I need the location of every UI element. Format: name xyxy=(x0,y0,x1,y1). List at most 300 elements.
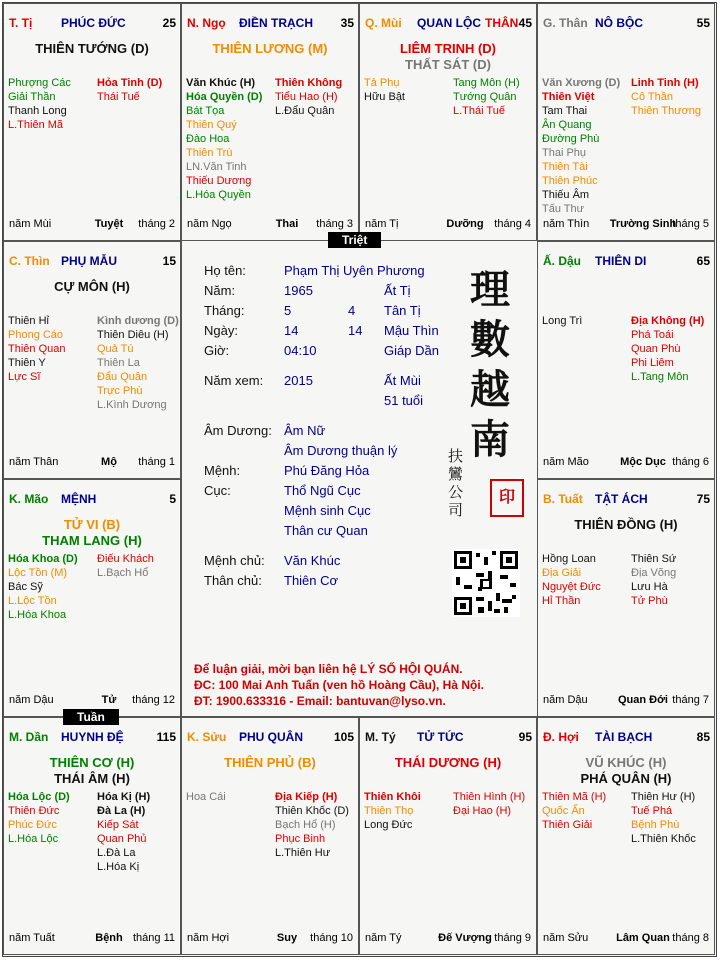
day-label: Ngày: xyxy=(204,323,238,338)
callig-char-2: 數 xyxy=(470,316,510,363)
palace-cell-ti xyxy=(3,3,181,241)
minor-star: L.Thiên Khốc xyxy=(631,833,696,845)
year-label: năm Tị xyxy=(365,218,399,230)
minor-star: Thiên Thọ xyxy=(364,805,414,817)
bad-stars-column xyxy=(97,552,154,580)
good-stars-column xyxy=(8,76,71,132)
month-label: tháng 12 xyxy=(132,694,175,706)
palace-name: TÀI BẠCH xyxy=(595,730,653,744)
palace-name: ĐIỀN TRẠCH xyxy=(239,16,313,30)
decade-age: 95 xyxy=(518,730,532,744)
minor-star: Thiên Khốc (D) xyxy=(275,805,349,817)
major-stars xyxy=(182,755,358,771)
cuc-value: Thổ Ngũ Cục xyxy=(284,483,361,498)
bad-stars-column xyxy=(453,790,525,818)
than-marker: THÂN xyxy=(485,16,519,30)
palace-footer xyxy=(543,932,709,946)
minor-star: Đại Hao (H) xyxy=(453,805,512,817)
year-label: năm Thân xyxy=(9,456,59,468)
minor-star: Hữu Bật xyxy=(364,91,405,103)
minor-star: Thiên Hư (H) xyxy=(631,791,696,803)
year-label: năm Mão xyxy=(543,456,589,468)
life-stage: Suy xyxy=(276,932,298,944)
life-stage: Tử xyxy=(101,694,117,706)
minor-star: Nguyệt Đức xyxy=(542,581,601,593)
palace-name: PHÚC ĐỨC xyxy=(61,16,126,30)
palace-cell-ty xyxy=(359,717,537,955)
major-stars xyxy=(182,41,358,57)
minor-star: Lộc Tồn (M) xyxy=(8,567,68,579)
minor-star: L.Thiên Mã xyxy=(8,119,64,131)
view-year-lunar: Ất Mùi xyxy=(384,373,421,388)
minor-star: Tuế Phá xyxy=(631,805,673,817)
palace-cell-dan xyxy=(3,717,181,955)
decade-age: 15 xyxy=(162,254,176,268)
minor-star: Đào Hoa xyxy=(186,133,230,145)
good-stars-column xyxy=(8,790,70,846)
major-star: VŨ KHÚC (H) xyxy=(585,755,667,770)
tuan-marker: Tuần xyxy=(63,709,119,725)
minor-star: Phong Cáo xyxy=(8,329,64,341)
year-label: năm Ngọ xyxy=(187,218,232,230)
life-stage: Mộc Dục xyxy=(620,456,666,468)
branch-label: M. Tý xyxy=(365,730,396,744)
bad-stars-column xyxy=(97,790,150,874)
bad-stars-column xyxy=(453,76,520,118)
branch-label: G. Thân xyxy=(543,16,588,30)
branch-label: B. Tuất xyxy=(543,492,583,506)
palace-header xyxy=(543,254,710,270)
month-label: tháng 3 xyxy=(316,218,353,230)
minor-star: Thiên Sứ xyxy=(631,553,677,565)
minor-star: L.Tang Môn xyxy=(631,371,689,383)
major-star: THAM LANG (H) xyxy=(42,533,142,548)
palace-cell-dau xyxy=(537,241,715,479)
bad-stars-column xyxy=(631,314,704,384)
major-star: THIÊN PHỦ (B) xyxy=(224,755,316,770)
bad-stars-column xyxy=(275,76,342,118)
minor-star: Địa Võng xyxy=(631,567,677,579)
good-stars-column xyxy=(364,76,405,104)
life-stage: Thai xyxy=(275,218,299,230)
palace-name: PHỤ MẪU xyxy=(61,254,117,268)
decade-age: 35 xyxy=(340,16,354,30)
callig-char-3: 越 xyxy=(470,366,510,413)
minor-star: Phượng Các xyxy=(8,77,71,89)
palace-footer xyxy=(365,932,531,946)
contact-line-1: Để luận giải, mời bạn liên hệ LÝ SỐ HỘI QUÁN. xyxy=(194,662,463,676)
month-label: tháng 9 xyxy=(494,932,531,944)
minor-star: Kình dương (D) xyxy=(97,315,179,327)
branch-label: T. Tị xyxy=(9,16,33,30)
minor-star: Thiên Khôi xyxy=(364,791,421,803)
branch-label: M. Dần xyxy=(9,730,49,744)
red-seal-stamp: 印 xyxy=(490,479,524,517)
major-star: THIÊN LƯƠNG (M) xyxy=(212,41,328,56)
minor-star: Thiên Hỉ xyxy=(8,315,49,327)
palace-footer xyxy=(9,218,175,232)
qr-code-image[interactable] xyxy=(452,549,520,617)
view-year: 2015 xyxy=(284,373,313,388)
palace-cell-mao xyxy=(3,479,181,717)
palace-name: NÔ BỘC xyxy=(595,16,643,30)
branch-label: K. Mão xyxy=(9,492,49,506)
month-lunar-num: 4 xyxy=(348,303,356,318)
minor-star: Trực Phù xyxy=(97,385,143,397)
minor-star: Thanh Long xyxy=(8,105,67,117)
minor-star: Kiếp Sát xyxy=(97,819,139,831)
minor-star: Thiên Tài xyxy=(542,161,588,173)
major-star: THÁI ÂM (H) xyxy=(54,771,130,786)
year-label: Năm: xyxy=(204,283,236,298)
branch-label: Đ. Hợi xyxy=(543,730,579,744)
month-label: Tháng: xyxy=(204,303,245,318)
palace-header xyxy=(365,730,532,746)
minor-star: Thiên Giải xyxy=(542,819,593,831)
minor-star: Thiên Việt xyxy=(542,91,595,103)
triet-marker: Triệt xyxy=(328,232,381,248)
life-stage: Mộ xyxy=(101,456,117,468)
minor-star: Địa Không (H) xyxy=(631,315,705,327)
minor-star: L.Đà La xyxy=(97,847,136,859)
decade-age: 5 xyxy=(169,492,176,506)
palace-footer xyxy=(543,694,709,708)
than-chu-label: Thân chủ: xyxy=(204,573,262,588)
minor-star: Thiên Đức xyxy=(8,805,60,817)
palace-cell-ngo xyxy=(181,3,359,241)
minor-star: Ân Quang xyxy=(542,119,592,131)
branch-label: Ấ. Dậu xyxy=(543,254,582,268)
minor-star: Thiếu Dương xyxy=(186,175,252,187)
minor-star: L.Kình Dương xyxy=(97,399,167,411)
palace-footer xyxy=(543,456,709,470)
palace-header xyxy=(9,16,176,32)
palace-cell-than xyxy=(537,3,715,241)
minor-star: Hỏa Tinh (D) xyxy=(97,77,163,89)
minor-star: Thiên Mã (H) xyxy=(542,791,607,803)
minor-star: Thiếu Âm xyxy=(542,189,590,201)
life-stage: Trường Sinh xyxy=(609,218,677,230)
minor-star: Phá Toái xyxy=(631,329,674,341)
life-stage: Quan Đới xyxy=(618,694,668,706)
minor-star: Bệnh Phù xyxy=(631,819,680,831)
decade-age: 55 xyxy=(696,16,710,30)
year-label: năm Tuất xyxy=(9,932,55,944)
than-cu-note: Thân cư Quan xyxy=(284,523,368,538)
minor-star: Tang Môn (H) xyxy=(453,77,520,89)
sub-char-4: 司 xyxy=(448,501,464,519)
contact-block xyxy=(194,661,484,709)
good-stars-column xyxy=(364,790,421,832)
minor-star: Quốc Ấn xyxy=(542,805,585,817)
good-stars-column xyxy=(542,552,601,608)
major-stars xyxy=(360,41,536,73)
center-info-panel xyxy=(181,240,538,717)
palace-cell-suu xyxy=(181,717,359,955)
minor-star: Đà La (H) xyxy=(97,805,146,817)
major-star: THIÊN CƠ (H) xyxy=(49,755,135,770)
minor-star: Hóa Quyền (D) xyxy=(186,91,263,103)
minor-star: Quả Tú xyxy=(97,343,134,355)
palace-header xyxy=(187,16,354,32)
palace-footer xyxy=(187,932,353,946)
month-label: tháng 4 xyxy=(494,218,531,230)
minor-star: Địa Giải xyxy=(542,567,582,579)
minor-star: Quan Phủ xyxy=(97,833,147,845)
decade-age: 75 xyxy=(696,492,710,506)
month-solar: 5 xyxy=(284,303,292,318)
good-stars-column xyxy=(542,314,582,328)
calligraphy-subtitle xyxy=(448,447,463,519)
palace-name: TỬ TỨC xyxy=(417,730,464,744)
minor-star: Phúc Đức xyxy=(8,819,57,831)
day-lunar: Mậu Thìn xyxy=(384,323,439,338)
yinyang-label: Âm Dương: xyxy=(204,423,272,438)
minor-star: Thái Tuế xyxy=(97,91,140,103)
minor-star: Hóa Kị (H) xyxy=(97,791,151,803)
major-star: THIÊN ĐỒNG (H) xyxy=(574,517,678,532)
good-stars-column xyxy=(542,76,620,216)
year-label: năm Hợi xyxy=(187,932,230,944)
decade-age: 65 xyxy=(696,254,710,268)
sub-char-2: 鸞 xyxy=(448,465,464,483)
palace-footer xyxy=(9,456,175,470)
major-stars xyxy=(4,517,180,549)
good-stars-column xyxy=(8,314,65,384)
minor-star: L.Hóa Quyền xyxy=(186,189,251,201)
minor-star: L.Đẩu Quân xyxy=(275,105,335,117)
menh-chu-value: Văn Khúc xyxy=(284,553,341,568)
name-label: Họ tên: xyxy=(204,263,246,278)
day-lunar-num: 14 xyxy=(348,323,363,338)
hour-value: 04:10 xyxy=(284,343,317,358)
minor-star: L.Thiên Hư xyxy=(275,847,331,859)
palace-name: MỆNH xyxy=(61,492,97,506)
contact-line-3: ĐT: 1900.633316 - Email: bantuvan@lyso.vn. xyxy=(194,694,446,708)
palace-name: PHU QUÂN xyxy=(239,730,304,744)
palace-cell-thin xyxy=(3,241,181,479)
major-star: THẤT SÁT (D) xyxy=(405,57,491,72)
year-label: năm Mùi xyxy=(9,218,52,230)
minor-star: Thiên Phúc xyxy=(542,175,598,187)
menh-label: Mệnh: xyxy=(204,463,241,478)
good-stars-column xyxy=(186,790,226,804)
palace-header xyxy=(543,730,710,746)
month-label: tháng 1 xyxy=(138,456,175,468)
bad-stars-column xyxy=(631,790,696,846)
palace-cell-hoi xyxy=(537,717,715,955)
palace-footer xyxy=(9,932,175,946)
palace-header xyxy=(9,492,176,508)
decade-age: 25 xyxy=(162,16,176,30)
minor-star: Điếu Khách xyxy=(97,553,154,565)
minor-star: Giải Thần xyxy=(8,91,56,103)
minor-star: Long Đức xyxy=(364,819,413,831)
palace-name: QUAN LỘC xyxy=(417,16,481,30)
palace-header xyxy=(543,16,710,32)
minor-star: Thai Phụ xyxy=(542,147,587,159)
major-star: TỬ VI (B) xyxy=(63,517,121,532)
minor-star: L.Lộc Tồn xyxy=(8,595,57,607)
minor-star: L.Bạch Hổ xyxy=(97,567,149,579)
decade-age: 115 xyxy=(156,730,176,744)
minor-star: Tướng Quân xyxy=(453,91,517,103)
minor-star: Thiên Thương xyxy=(631,105,702,117)
minor-star: Hỉ Thần xyxy=(542,595,581,607)
year-label: năm Dậu xyxy=(543,694,588,706)
branch-label: Q. Mùi xyxy=(365,16,402,30)
calligraphy-title xyxy=(470,265,510,465)
major-star: PHÁ QUÂN (H) xyxy=(580,771,672,786)
life-stage: Bệnh xyxy=(95,932,123,944)
month-label: tháng 6 xyxy=(672,456,709,468)
life-stage: Dưỡng xyxy=(446,218,484,230)
menh-chu-label: Mệnh chủ: xyxy=(204,553,265,568)
branch-label: N. Ngọ xyxy=(187,16,226,30)
hour-label: Giờ: xyxy=(204,343,230,358)
good-stars-column xyxy=(8,552,78,622)
month-label: tháng 2 xyxy=(138,218,175,230)
day-solar: 14 xyxy=(284,323,299,338)
palace-name: TẬT ÁCH xyxy=(595,492,648,506)
year-label: năm Sửu xyxy=(543,932,589,944)
minor-star: Bác Sỹ xyxy=(8,581,43,593)
minor-star: Bạch Hổ (H) xyxy=(275,819,336,831)
minor-star: LN.Văn Tinh xyxy=(186,161,247,173)
palace-footer xyxy=(365,218,531,232)
minor-star: Cô Thần xyxy=(631,91,673,103)
palace-footer xyxy=(543,218,709,232)
minor-star: Văn Xương (D) xyxy=(542,77,621,89)
palace-header xyxy=(543,492,710,508)
minor-star: Thiên Y xyxy=(8,357,46,369)
decade-age: 45 xyxy=(518,16,532,30)
year-label: năm Thìn xyxy=(543,218,590,230)
major-stars xyxy=(4,755,180,787)
major-stars xyxy=(538,755,714,787)
life-stage: Lâm Quan xyxy=(616,932,670,944)
minor-star: Thiên Hình (H) xyxy=(453,791,526,803)
year-solar: 1965 xyxy=(284,283,313,298)
palace-header xyxy=(9,254,176,270)
minor-star: Tả Phụ xyxy=(364,77,400,89)
minor-star: Bát Tọa xyxy=(186,105,225,117)
bad-stars-column xyxy=(631,552,676,608)
minor-star: Thiên Quý xyxy=(186,119,237,131)
palace-footer xyxy=(9,694,175,708)
month-lunar: Tân Tị xyxy=(384,303,421,318)
major-star: THÁI DƯƠNG (H) xyxy=(394,755,502,770)
minor-star: Thiên Quan xyxy=(8,343,66,355)
minor-star: Hoa Cái xyxy=(186,791,226,803)
bad-stars-column xyxy=(275,790,349,860)
minor-star: Đẩu Quân xyxy=(97,371,148,383)
branch-label: C. Thìn xyxy=(9,254,50,268)
palace-header xyxy=(9,730,176,746)
major-star: CỰ MÔN (H) xyxy=(54,279,130,294)
branch-label: K. Sửu xyxy=(187,730,227,744)
minor-star: Văn Khúc (H) xyxy=(186,77,256,89)
palace-name: THIÊN DI xyxy=(595,254,647,268)
minor-star: Quan Phù xyxy=(631,343,681,355)
year-lunar: Ất Tị xyxy=(384,283,411,298)
major-stars xyxy=(4,41,180,57)
good-stars-column xyxy=(186,76,262,202)
minor-star: Phục Binh xyxy=(275,833,326,845)
than-chu-value: Thiên Cơ xyxy=(284,573,339,588)
palace-cell-tuat xyxy=(537,479,715,717)
minor-star: L.Hóa Khoa xyxy=(8,609,67,621)
callig-char-4: 南 xyxy=(470,416,510,463)
minor-star: L.Hóa Lộc xyxy=(8,833,59,845)
minor-star: Linh Tinh (H) xyxy=(631,77,699,89)
palace-header xyxy=(187,730,354,746)
decade-age: 85 xyxy=(696,730,710,744)
minor-star: Thiên Không xyxy=(275,77,343,89)
good-stars-column xyxy=(542,790,606,832)
cuc-label: Cục: xyxy=(204,483,231,498)
bad-stars-column xyxy=(97,76,162,104)
minor-star: Tử Phù xyxy=(631,595,668,607)
palace-footer xyxy=(187,218,353,232)
yinyang-note: Âm Dương thuận lý xyxy=(284,443,398,458)
palace-name: HUYNH ĐỆ xyxy=(61,730,124,744)
major-stars xyxy=(360,755,536,771)
minor-star: Lưu Hà xyxy=(631,581,668,593)
minor-star: L.Thái Tuế xyxy=(453,105,505,117)
minor-star: Tam Thai xyxy=(542,105,588,117)
major-stars xyxy=(4,279,180,295)
minor-star: Tiểu Hao (H) xyxy=(275,91,338,103)
bad-stars-column xyxy=(631,76,701,118)
minor-star: Thiên Diêu (H) xyxy=(97,329,169,341)
life-stage: Tuyệt xyxy=(94,218,124,230)
decade-age: 105 xyxy=(333,730,354,744)
major-star: LIÊM TRINH (D) xyxy=(399,41,497,56)
menh-value: Phú Đăng Hỏa xyxy=(284,463,370,478)
hour-lunar: Giáp Dần xyxy=(384,343,439,358)
contact-line-2: ĐC: 100 Mai Anh Tuấn (ven hồ Hoàng Cầu), Hà Nội. xyxy=(194,678,485,692)
month-label: tháng 10 xyxy=(310,932,353,944)
minor-star: L.Hóa Kị xyxy=(97,861,140,873)
minor-star: Lực Sĩ xyxy=(8,371,41,383)
year-label: năm Dậu xyxy=(9,694,54,706)
year-label: năm Tý xyxy=(365,932,402,944)
month-label: tháng 7 xyxy=(672,694,709,706)
life-stage: Đế Vượng xyxy=(438,932,492,944)
age-text: 51 tuổi xyxy=(384,393,424,408)
minor-star: Thiên La xyxy=(97,357,140,369)
bad-stars-column xyxy=(97,314,179,412)
sub-char-3: 公 xyxy=(448,483,464,501)
minor-star: Thiên Trù xyxy=(186,147,233,159)
sub-char-1: 扶 xyxy=(448,447,464,465)
view-year-label: Năm xem: xyxy=(204,373,264,388)
yinyang-value: Âm Nữ xyxy=(284,423,326,438)
month-label: tháng 5 xyxy=(672,218,709,230)
minor-star: Địa Kiếp (H) xyxy=(275,791,338,803)
name-value: Phạm Thị Uyên Phương xyxy=(284,263,425,278)
cuc-note: Mệnh sinh Cục xyxy=(284,503,371,518)
minor-star: Tấu Thư xyxy=(542,203,585,215)
callig-char-1: 理 xyxy=(470,266,510,313)
minor-star: Long Trì xyxy=(542,315,583,327)
minor-star: Hóa Lộc (D) xyxy=(8,791,70,803)
minor-star: Phi Liêm xyxy=(631,357,674,369)
palace-header xyxy=(365,16,532,32)
palace-cell-mui xyxy=(359,3,537,241)
major-star: THIÊN TƯỚNG (D) xyxy=(35,41,149,56)
